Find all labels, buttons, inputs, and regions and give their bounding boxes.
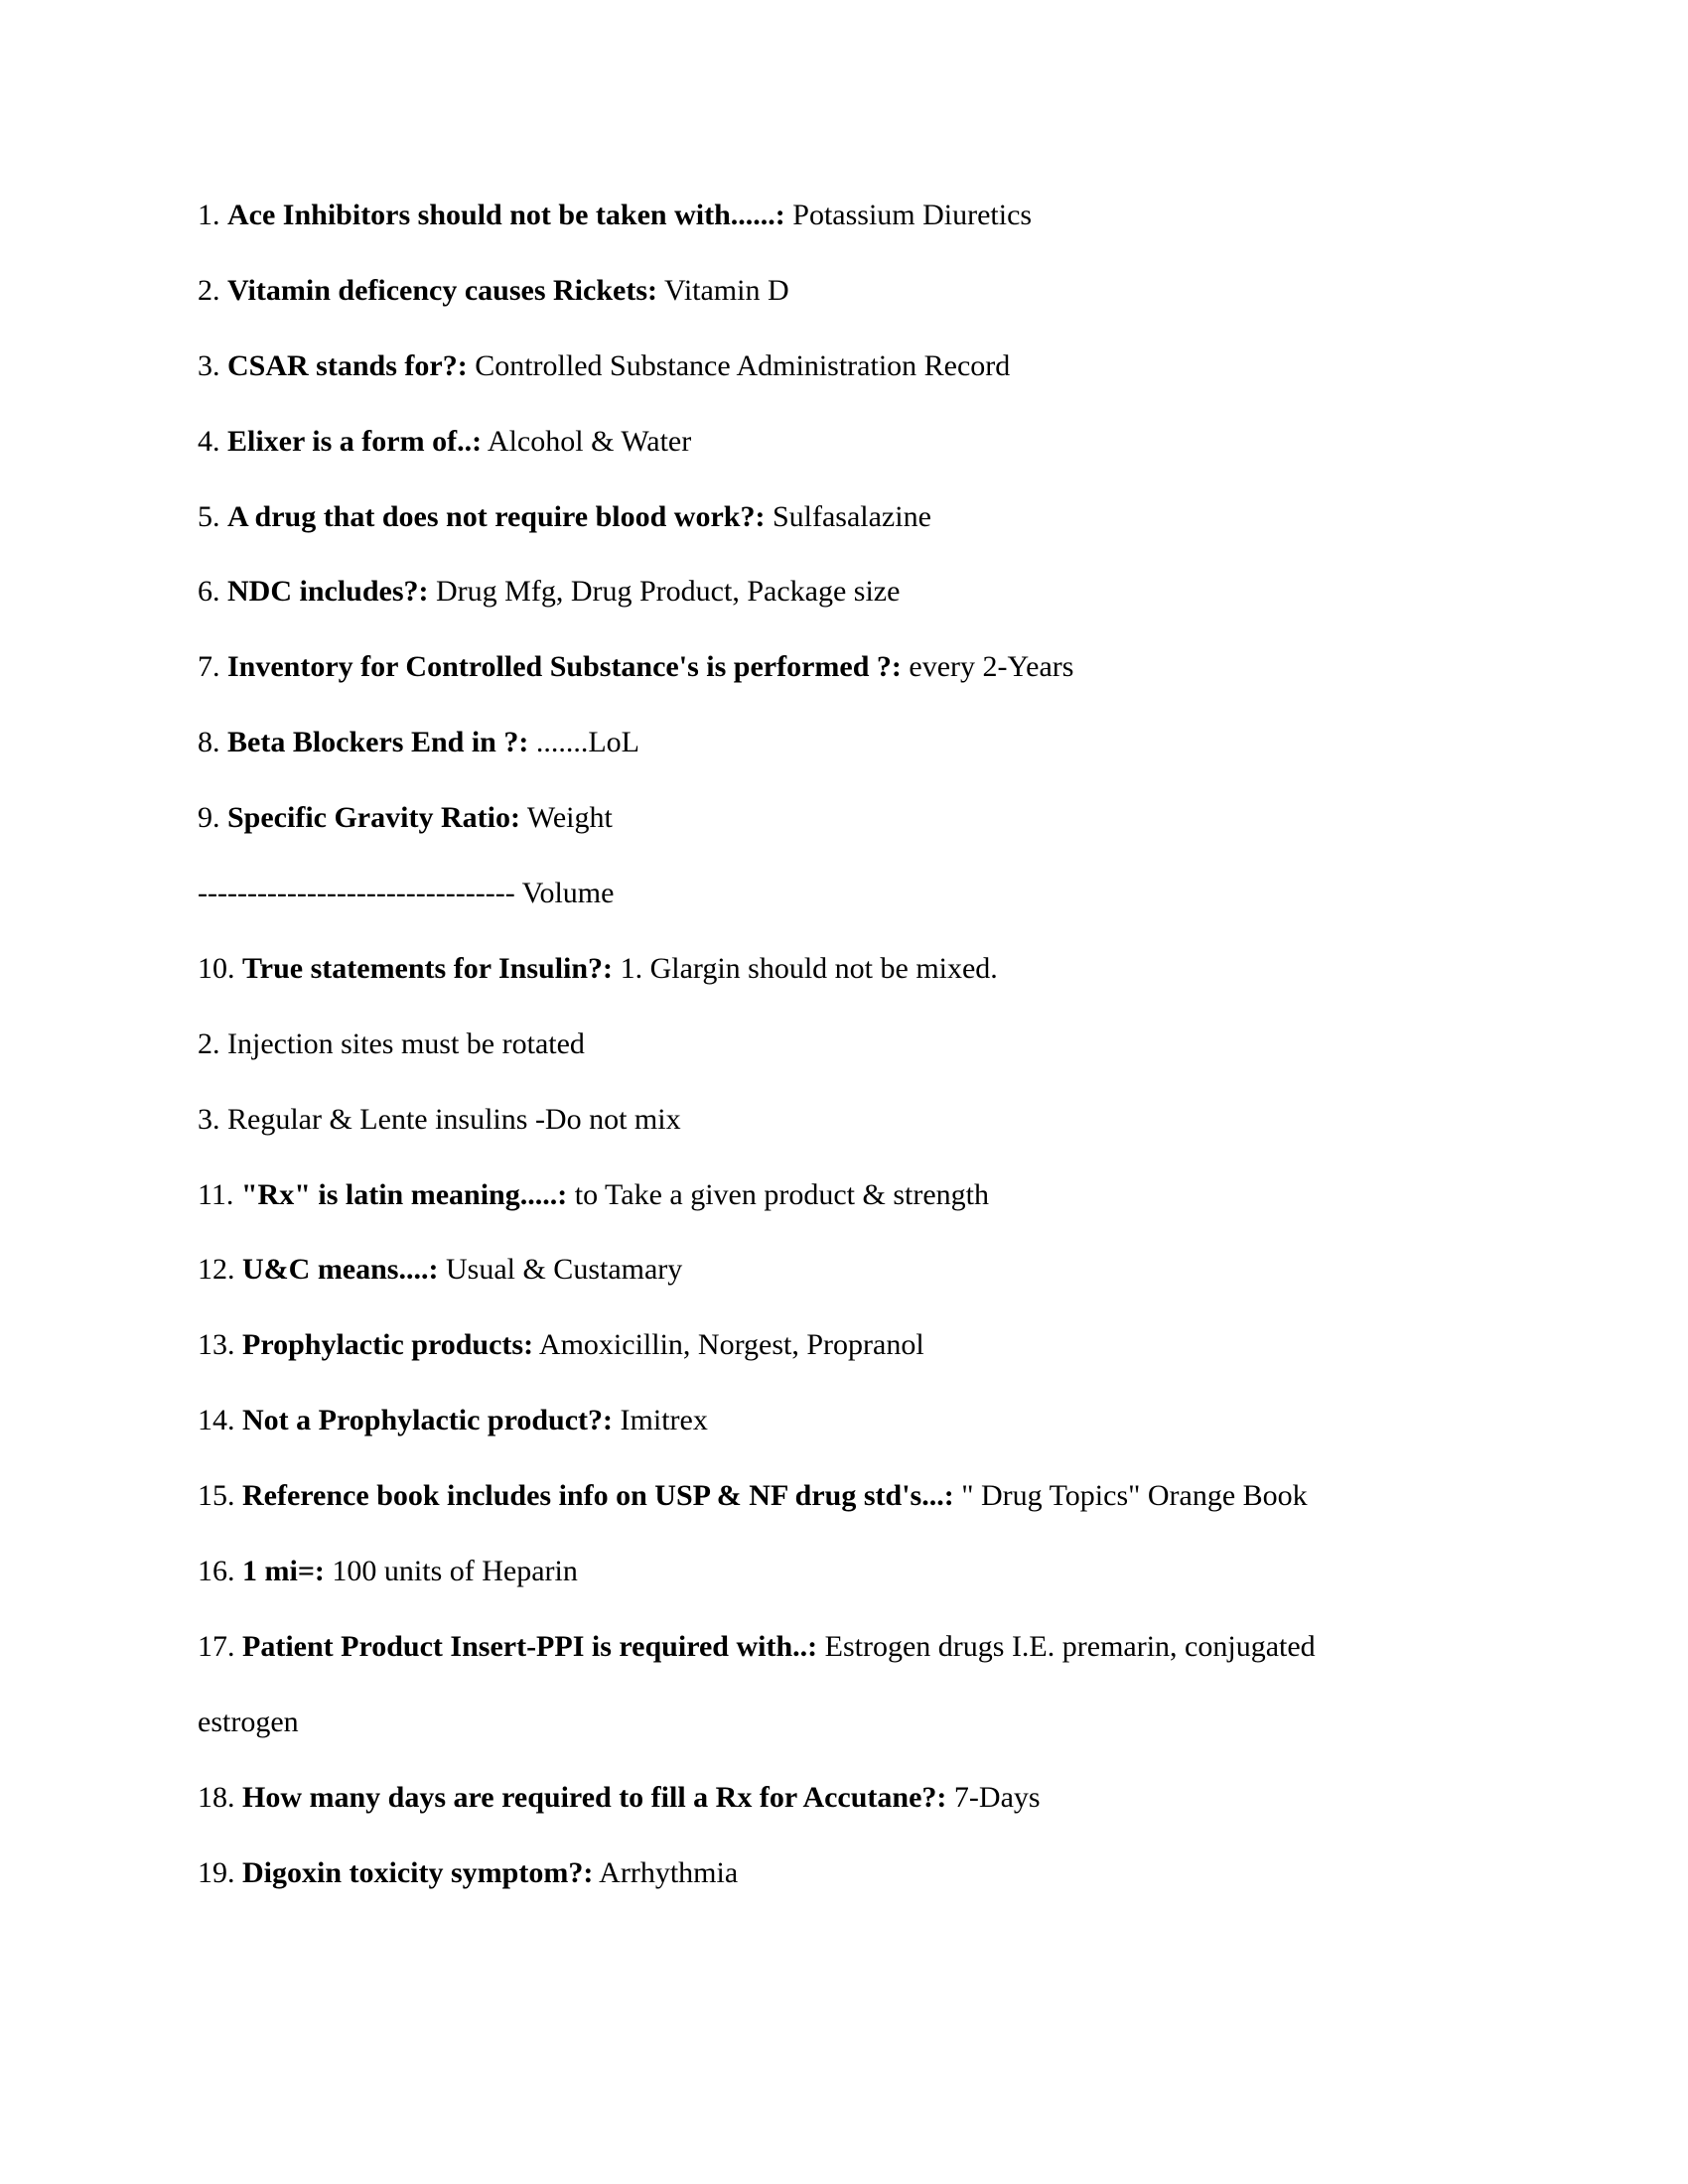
qa-line (198, 1534, 1538, 1609)
answer-text: estrogen (198, 1705, 299, 1738)
qa-line (198, 705, 1538, 780)
item-number: 16. (198, 1555, 235, 1588)
answer-text: Alcohol & Water (487, 424, 692, 458)
question-text: How many days are required to fill a Rx for Accutane?: (242, 1780, 947, 1814)
item-number: 5. (198, 499, 220, 533)
item-number: 1. (198, 199, 220, 231)
answer-text: 3. Regular & Lente insulins -Do not mix (198, 1102, 681, 1136)
question-text: Inventory for Controlled Substance's is performed ?: (227, 650, 902, 684)
question-text: Prophylactic products: (242, 1328, 534, 1362)
qa-line (198, 404, 1538, 479)
item-number: 3. (198, 348, 220, 382)
answer-text: Amoxicillin, Norgest, Propranol (538, 1328, 924, 1362)
qa-line (198, 1836, 1538, 1911)
qa-line (198, 629, 1538, 705)
qa-line (198, 1082, 1538, 1158)
item-number: 8. (198, 726, 220, 759)
item-number: 7. (198, 650, 220, 684)
item-number: 17. (198, 1629, 235, 1663)
qa-line (198, 1609, 1538, 1685)
question-text: Patient Product Insert-PPI is required with..: (242, 1629, 818, 1663)
qa-line (198, 1685, 1538, 1760)
question-text: "Rx" is latin meaning.....: (240, 1177, 568, 1211)
qa-line (198, 1232, 1538, 1307)
item-number: 4. (198, 424, 220, 458)
qa-line (198, 554, 1538, 629)
answer-text: " Drug Topics" Orange Book (961, 1479, 1308, 1513)
question-text: Ace Inhibitors should not be taken with......: (227, 199, 785, 231)
question-text: Digoxin toxicity symptom?: (242, 1855, 594, 1889)
qa-line (198, 479, 1538, 555)
question-text: Vitamin deficency causes Rickets: (227, 273, 657, 307)
flashcard-document (198, 178, 1538, 1910)
question-text: CSAR stands for?: (227, 348, 468, 382)
answer-text: Vitamin D (663, 273, 789, 307)
question-text: A drug that does not require blood work?: (227, 499, 766, 533)
item-number: 9. (198, 801, 220, 835)
answer-text: Imitrex (620, 1404, 708, 1437)
item-number: 13. (198, 1328, 235, 1362)
qa-line (198, 780, 1538, 856)
item-number: 11. (198, 1177, 234, 1211)
question-text: True statements for Insulin?: (242, 951, 614, 985)
answer-text: 7-Days (953, 1780, 1041, 1814)
item-number: 2. (198, 273, 220, 307)
qa-line (198, 856, 1538, 931)
qa-line (198, 1007, 1538, 1082)
answer-text: 1. Glargin should not be mixed. (620, 951, 998, 985)
answer-text: 2. Injection sites must be rotated (198, 1026, 585, 1060)
item-number: 15. (198, 1479, 235, 1513)
qa-line (198, 329, 1538, 404)
question-text: Beta Blockers End in ?: (227, 726, 529, 759)
question-text: Specific Gravity Ratio: (227, 801, 520, 835)
answer-text: to Take a given product & strength (574, 1177, 989, 1211)
question-text: NDC includes?: (227, 575, 429, 609)
question-text: U&C means....: (242, 1253, 439, 1287)
item-number: 19. (198, 1855, 235, 1889)
question-text: Elixer is a form of..: (227, 424, 483, 458)
item-number: 6. (198, 575, 220, 609)
item-number: 12. (198, 1253, 235, 1287)
item-number: 10. (198, 951, 235, 985)
qa-line (198, 1760, 1538, 1836)
answer-text: Weight (526, 801, 613, 835)
answer-text: .......LoL (535, 726, 640, 759)
answer-text: -------------------------------- Volume (198, 877, 615, 910)
qa-line (198, 253, 1538, 329)
answer-text: Controlled Substance Administration Record (475, 348, 1011, 382)
answer-text: Potassium Diuretics (792, 199, 1033, 231)
answer-text: Usual & Custamary (445, 1253, 683, 1287)
answer-text: Estrogen drugs I.E. premarin, conjugated (824, 1629, 1316, 1663)
qa-line (198, 1458, 1538, 1534)
answer-text: Arrhythmia (599, 1855, 739, 1889)
answer-text: Drug Mfg, Drug Product, Package size (436, 575, 901, 609)
qa-line (198, 1307, 1538, 1383)
answer-text: 100 units of Heparin (332, 1555, 578, 1588)
item-number: 18. (198, 1780, 235, 1814)
answer-text: Sulfasalazine (772, 499, 931, 533)
answer-text: every 2-Years (909, 650, 1074, 684)
question-text: 1 mi=: (242, 1555, 325, 1588)
qa-line (198, 1158, 1538, 1233)
qa-line (198, 931, 1538, 1007)
qa-line (198, 178, 1538, 253)
question-text: Reference book includes info on USP & NF drug std's...: (242, 1479, 954, 1513)
item-number: 14. (198, 1404, 235, 1437)
question-text: Not a Prophylactic product?: (242, 1404, 614, 1437)
qa-line (198, 1383, 1538, 1458)
